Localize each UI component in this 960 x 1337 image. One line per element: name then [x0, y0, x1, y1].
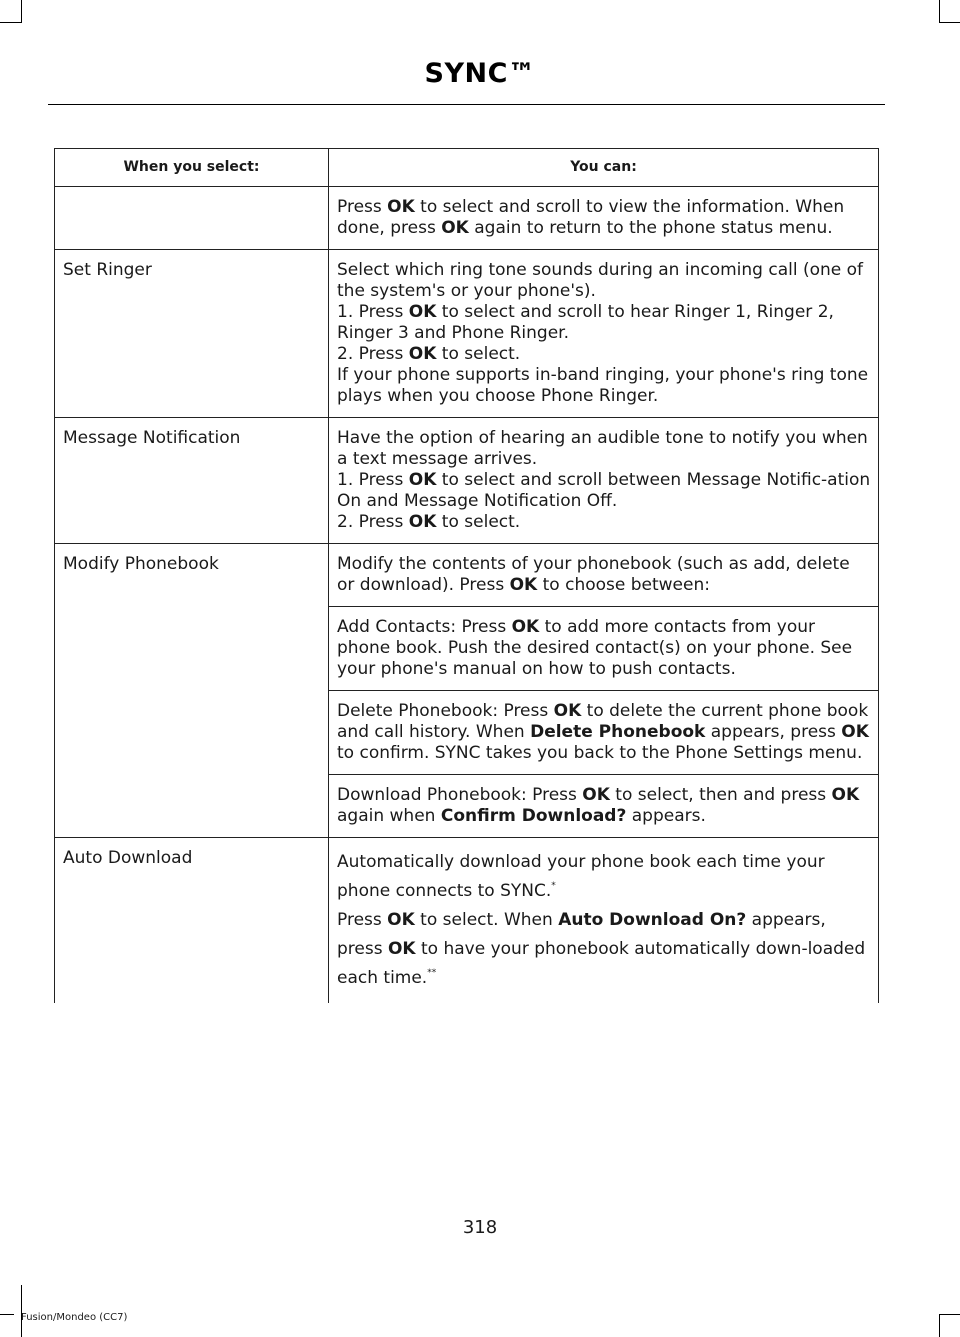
text: to select and scroll to hear Ringer 1, Ringer 2, Ringer 3 and Phone Ringer.	[337, 302, 834, 343]
table-row	[55, 418, 879, 544]
footer-model-label: Fusion/Mondeo (CC7)	[21, 1312, 128, 1323]
text: to have your phonebook automatically down-loaded each time.	[337, 939, 866, 988]
table-header-row	[55, 149, 879, 187]
sync-settings-table	[54, 148, 879, 1003]
ok-keyword: OK	[387, 910, 415, 930]
crop-mark	[939, 1314, 960, 1315]
text: again to return to the phone status menu.	[468, 218, 833, 238]
text: to select and scroll between Message Notific-ation On and Message Notification Off.	[337, 470, 871, 511]
text: to select, then and press	[609, 785, 832, 805]
text: to select and scroll to view the information. When done, press	[337, 197, 845, 238]
ok-keyword: OK	[582, 785, 610, 805]
text: Download Phonebook: Press	[337, 785, 583, 805]
description-cell	[329, 187, 879, 250]
text: 1. Press	[337, 302, 409, 322]
crop-mark	[21, 1285, 22, 1337]
crop-mark	[939, 0, 940, 22]
table-row	[55, 187, 879, 250]
description-text: Have the option of hearing an audible tone to notify you when a text message arrives.	[337, 428, 868, 469]
ok-keyword: OK	[509, 575, 538, 595]
text: to choose between:	[537, 575, 710, 595]
ok-keyword: OK	[408, 470, 437, 490]
description-cell	[329, 607, 879, 691]
step-text	[337, 302, 872, 344]
text: Press	[337, 910, 388, 930]
bold-term: Delete Phonebook	[530, 722, 706, 742]
description-cell	[329, 544, 879, 607]
ok-keyword: OK	[387, 197, 415, 217]
crop-mark	[0, 1314, 14, 1315]
text: to delete the current phone book and call history. When	[337, 701, 869, 742]
text: 2. Press	[337, 344, 409, 364]
select-cell: Set Ringer	[55, 250, 329, 418]
description-cell	[329, 250, 879, 418]
description-cell	[329, 838, 879, 1004]
select-cell	[55, 187, 329, 250]
ok-keyword: OK	[841, 722, 869, 742]
text: to select.	[436, 512, 521, 532]
bold-term: Confirm Download?	[440, 806, 627, 826]
text: to select.	[436, 344, 521, 364]
select-cell: Message Notification	[55, 418, 329, 544]
select-cell: Auto Download	[55, 838, 329, 1004]
description-text: Select which ring tone sounds during an incoming call (one of the system's or your phone's).	[337, 260, 864, 301]
ok-keyword: OK	[387, 939, 416, 959]
text: to select. When	[414, 910, 559, 930]
text: appears.	[626, 806, 706, 826]
description-cell	[329, 775, 879, 838]
crop-mark	[0, 22, 22, 23]
table-row	[55, 838, 879, 1004]
page-number: 318	[462, 1217, 498, 1238]
description-cell	[329, 691, 879, 775]
page-title: SYNC™	[424, 58, 536, 89]
table-row	[55, 250, 879, 418]
footnote-marker: **	[427, 968, 437, 978]
ok-keyword: OK	[511, 617, 540, 637]
ok-keyword: OK	[408, 344, 437, 364]
text: 1. Press	[337, 470, 409, 490]
text: appears, press	[705, 722, 842, 742]
text: Add Contacts: Press	[337, 617, 512, 637]
crop-mark	[21, 0, 22, 22]
text: appears, press	[337, 910, 826, 959]
text: again when	[337, 806, 441, 826]
step-text	[337, 344, 872, 365]
ok-keyword: OK	[408, 512, 437, 532]
bold-term: Auto Download On?	[558, 910, 747, 930]
ok-keyword: OK	[831, 785, 860, 805]
note-text: If your phone supports in-band ringing, your phone's ring tone plays when you choose Phone Ringer.	[337, 365, 869, 406]
description-text	[337, 848, 872, 906]
step-text	[337, 906, 872, 993]
select-cell: Modify Phonebook	[55, 544, 329, 838]
text: Press	[337, 197, 388, 217]
column-header-select: When you select:	[55, 149, 329, 187]
step-text	[337, 512, 872, 533]
text: Automatically download your phone book each time your phone connects to SYNC.	[337, 852, 825, 901]
text: to confirm. SYNC takes you back to the Phone Settings menu.	[337, 743, 863, 763]
description-cell	[329, 418, 879, 544]
ok-keyword: OK	[408, 302, 437, 322]
text: Delete Phonebook: Press	[337, 701, 554, 721]
crop-mark	[939, 22, 960, 23]
ok-keyword: OK	[553, 701, 582, 721]
text: Modify the contents of your phonebook (such as add, delete or download). Press	[337, 554, 850, 595]
text: to add more contacts from your phone book. Push the desired contact(s) on your phone. See your phone's manual on how to push contacts.	[337, 617, 853, 679]
header-rule	[48, 104, 885, 105]
text: 2. Press	[337, 512, 409, 532]
footnote-marker: *	[551, 881, 556, 891]
ok-keyword: OK	[441, 218, 469, 238]
table-row	[55, 544, 879, 607]
column-header-can: You can:	[329, 149, 879, 187]
crop-mark	[939, 1315, 940, 1337]
step-text	[337, 470, 872, 512]
